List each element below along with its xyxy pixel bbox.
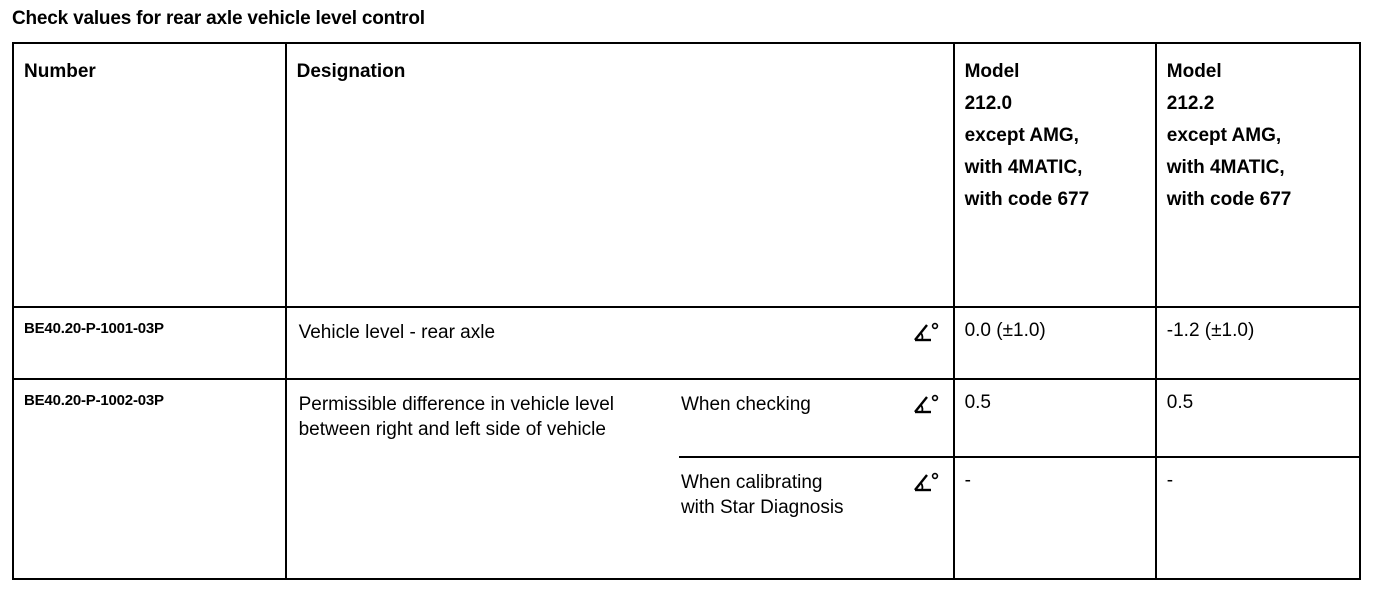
row2-designation-cell [286,379,679,579]
model-b-line: Model [1166,61,1222,82]
model-b-line: with 4MATIC, [1166,157,1285,178]
row1-model-b-cell [1156,307,1360,379]
angle-degree-icon [911,472,939,492]
page-title: Check values for rear axle vehicle level control [12,8,425,29]
row2a-model-a-cell [954,379,1156,457]
row2b-model-a-cell [954,457,1156,579]
row2-condition-checking-cell [679,379,954,457]
model-b-line: 212.2 [1166,93,1215,114]
table-row [13,307,1360,379]
model-a-line: with 4MATIC, [964,157,1083,178]
row-number: BE40.20-P-1002-03P [24,392,164,409]
header-model-a [955,44,1155,216]
row-value-model-a: 0.5 [964,392,991,413]
header-model-b [1157,44,1359,216]
header-number-cell [13,43,286,307]
row-condition: When calibrating with Star Diagnosis [680,472,844,518]
model-a-line: with code 677 [964,189,1090,210]
header-designation-cell [286,43,954,307]
row-value-model-a: 0.0 (±1.0) [964,320,1046,341]
row-value-model-b: - [1166,470,1174,491]
header-model-b-cell [1156,43,1360,307]
header-row [13,43,1360,307]
angle-degree-icon [911,394,939,414]
model-b-line: with code 677 [1166,189,1292,210]
row-designation: Vehicle level - rear axle [298,322,496,343]
row2b-model-b-cell [1156,457,1360,579]
row-condition: When checking [680,394,811,415]
model-a-line: Model [964,61,1020,82]
row1-number-cell [13,307,286,379]
header-number: Number [24,61,96,82]
table-row [13,379,1360,457]
row1-designation-cell [286,307,954,379]
row-number: BE40.20-P-1001-03P [24,320,164,337]
row1-model-a-cell [954,307,1156,379]
row-value-model-b: -1.2 (±1.0) [1166,320,1255,341]
row-designation: Permissible difference in vehicle level between right and left side of vehicle [298,394,615,440]
model-a-line: 212.0 [964,93,1013,114]
model-a-line: except AMG, [964,125,1079,146]
row2-condition-calibrating-cell [679,457,954,579]
row2-number-cell [13,379,286,579]
row2a-model-b-cell [1156,379,1360,457]
angle-degree-icon [911,322,939,342]
header-designation: Designation [296,61,406,82]
check-values-table [12,42,1361,580]
model-b-line: except AMG, [1166,125,1282,146]
row-value-model-a: - [964,470,971,491]
row-value-model-b: 0.5 [1166,392,1194,413]
header-model-a-cell [954,43,1156,307]
